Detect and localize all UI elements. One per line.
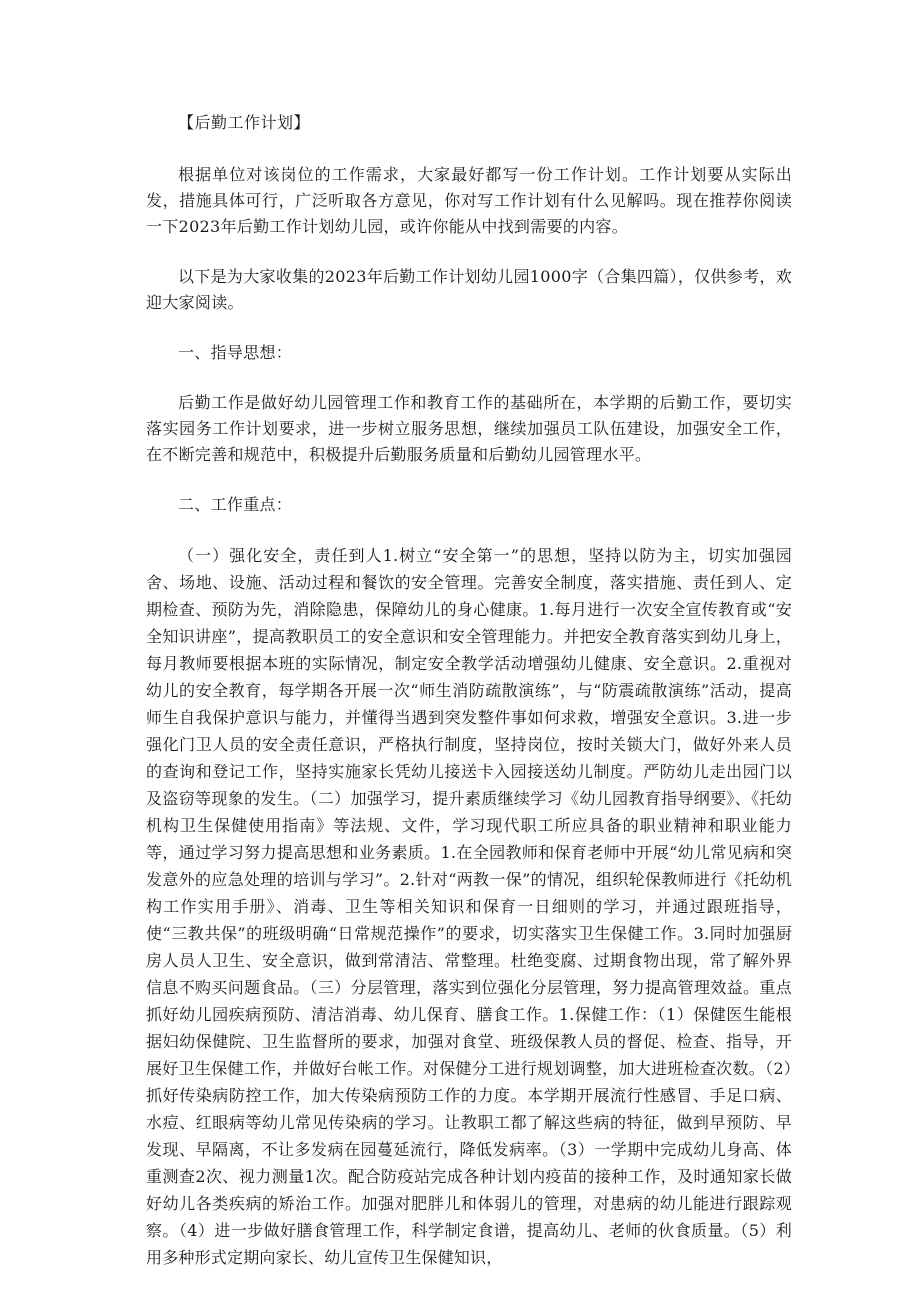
document-content <box>146 110 792 1271</box>
section-heading-guiding-ideology: 一、指导思想： <box>178 343 293 362</box>
section-heading-work-focus: 二、工作重点： <box>178 495 293 514</box>
section-text-work-focus: （一）强化安全，责任到人1.树立“安全第一”的思想，坚持以防为主，切实加强园舍、场地、设施、活动过程和餐饮的安全管理。完善安全制度，落实措施、责任到人、定期检查、预防为先，消除隐患，保障幼儿的身心健康。1.每月进行一次安全宣传教育或“安全知识讲座”，提高教职员工的安全意识和安全管理能力。并把安全教育落实到幼儿身上，每月教师要根据本班的实际情况，制定安全教学活动增强幼儿健康、安全意识。2.重视对幼儿的安全教育，每学期各开展一次“师生消防疏散演练”，与“防震疏散演练”活动，提高师生自我保护意识与能力，并懂得当遇到突发整件事如何求救，增强安全意识。3.进一步强化门卫人员的安全责任意识，严格执行制度，坚持岗位，按时关锁大门，做好外来人员的查询和登记工作，坚持实施家长凭幼儿接送卡入园接送幼儿制度。严防幼儿走出园门以及盗窃等现象的发生。（二）加强学习，提升素质继续学习《幼儿园教育指导纲要》、《托幼机构卫生保健使用指南》等法规、文件，学习现代职工所应具备的职业精神和职业能力等，通过学习努力提高思想和业务素质。1.在全园教师和保育老师中开展“幼儿常见病和突发意外的应急处理的培训与学习”。2.针对“两教一保”的情况，组织轮保教师进行《托幼机构工作实用手册》、消毒、卫生等相关知识和保育一日细则的学习，并通过跟班指导，使“三教共保”的班级明确“日常规范操作”的要求，切实落实卫生保健工作。3.同时加强厨房人员人卫生、安全意识，做到常清洁、常整理。杜绝变腐、过期食物出现，常了解外界信息不购买问题食品。（三）分层管理，落实到位强化分层管理，努力提高管理效益。重点抓好幼儿园疾病预防、清洁消毒、幼儿保育、膳食工作。1.保健工作：（1）保健医生能根据妇幼保健院、卫生监督所的要求，加强对食堂、班级保教人员的督促、检查、指导，开展好卫生保健工作，并做好台帐工作。对保健分工进行规划调整，加大进班检查次数。（2）抓好传染病防控工作，加大传染病预防工作的力度。本学期开展流行性感冒、手足口病、水痘、红眼病等幼儿常见传染病的学习。让教职工都了解这些病的特征，做到早预防、早发现、早隔离，不让多发病在园蔓延流行，降低发病率。（3）一学期中完成幼儿身高、体重测查2次、视力测量1次。配合防疫站完成各种计划内疫苗的接种工作，及时通知家长做好幼儿各类疾病的矫治工作。加强对肥胖儿和体弱儿的管理，对患病的幼儿能进行跟踪观察。（4）进一步做好膳食管理工作，科学制定食谱，提高幼儿、老师的伙食质量。（5）利用多种形式定期向家长、幼儿宣传卫生保健知识， <box>146 546 792 1267</box>
section-text-guiding-ideology: 后勤工作是做好幼儿园管理工作和教育工作的基础所在，本学期的后勤工作，要切实落实园务工作计划要求，进一步树立服务思想，继续加强员工队伍建设，加强安全工作，在不断完善和规范中，积极提升后勤服务质量和后勤幼儿园管理水平。 <box>146 393 792 464</box>
intro-paragraph-1: 根据单位对该岗位的工作需求，大家最好都写一份工作计划。工作计划要从实际出发，措施具体可行，广泛听取各方意见，你对写工作计划有什么见解吗。现在推荐你阅读一下2023年后勤工作计划幼儿园，或许你能从中找到需要的内容。 <box>146 165 792 236</box>
intro-paragraph-2: 以下是为大家收集的2023年后勤工作计划幼儿园1000字（合集四篇），仅供参考，欢迎大家阅读。 <box>146 267 792 312</box>
document-title: 【后勤工作计划】 <box>178 113 311 132</box>
